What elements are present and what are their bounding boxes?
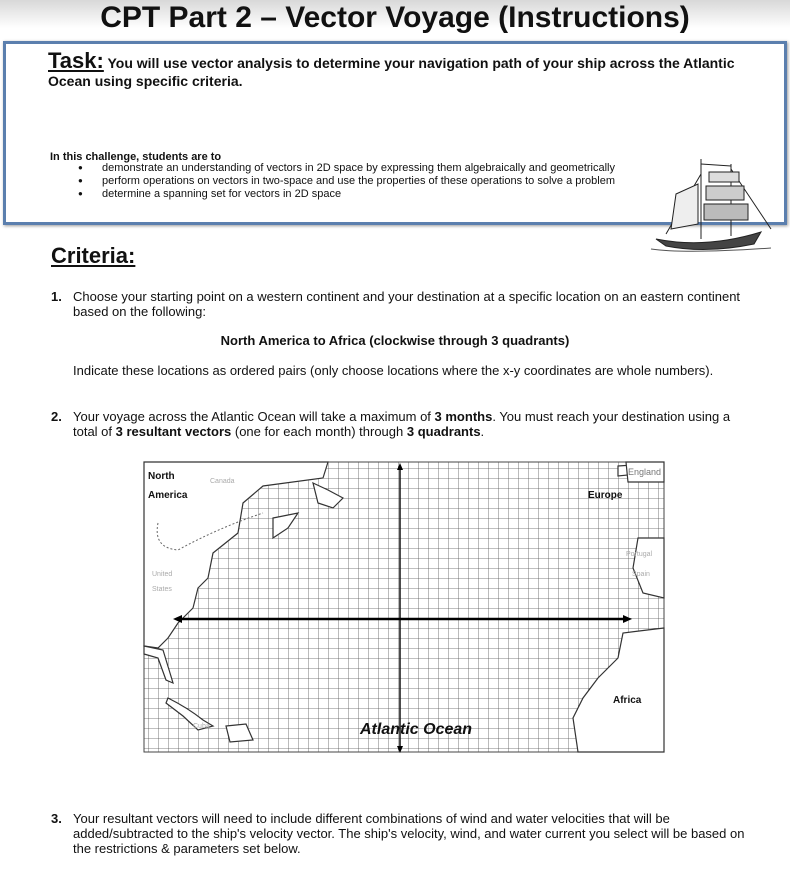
label-america: America <box>148 490 188 501</box>
task-statement <box>48 48 768 90</box>
task-label: Task: <box>48 48 104 73</box>
item-text: Indicate these locations as ordered pairs (only choose locations where the x-y coordinates are whole numbers). <box>73 363 714 378</box>
label-states: States <box>152 586 172 593</box>
label-cuba: Cuba <box>193 723 210 730</box>
objectives-list <box>78 162 618 201</box>
task-box <box>3 41 787 225</box>
label-europe: Europe <box>588 490 623 501</box>
atlantic-grid-map <box>138 458 668 758</box>
objective-item: ● perform operations on vectors in two-space and use the properties of these operations to solve a problem <box>78 175 618 187</box>
item-number: 2. <box>51 409 62 424</box>
criteria-item-1-note <box>51 363 751 378</box>
criteria-heading: Criteria: <box>51 243 136 268</box>
criteria-item-1 <box>51 289 751 319</box>
label-united: United <box>152 571 173 578</box>
label-spain: Spain <box>632 571 650 578</box>
item-text: Your voyage across the Atlantic Ocean will take a maximum of 3 months. You must reach your destination using a total of 3 resultant vectors (one for each month) through 3 quadrants. <box>73 409 731 439</box>
label-canada: Canada <box>210 478 235 485</box>
item-text: Choose your starting point on a western continent and your destination at a specific location on an eastern continent based on the following: <box>73 289 741 319</box>
challenge-intro: In this challenge, students are to <box>50 151 222 163</box>
criteria-item-3 <box>51 811 751 856</box>
item-number: 3. <box>51 811 62 826</box>
route-statement: North America to Africa (clockwise through 3 quadrants) <box>220 333 570 348</box>
label-portugal: Portugal <box>626 551 653 558</box>
item-text: Your resultant vectors will need to include different combinations of wind and water velocities that will be added/subtracted to the ship's velocity vector. The ship's velocity, wind, and water current you select will be based on the restrictions & parameters set below. <box>73 811 745 856</box>
label-atlantic-ocean: Atlantic Ocean <box>360 721 473 738</box>
task-text: You will use vector analysis to determine your navigation path of your ship across the Atlantic Ocean using specific criteria. <box>48 55 735 89</box>
sailing-ship-image <box>646 154 776 259</box>
label-africa: Africa <box>613 695 642 706</box>
objective-item: ● determine a spanning set for vectors in 2D space <box>78 188 618 200</box>
item-number: 1. <box>51 289 62 304</box>
criteria-item-2 <box>51 409 751 439</box>
label-england: England <box>628 467 662 477</box>
page-title: CPT Part 2 – Vector Voyage (Instructions) <box>0 0 790 40</box>
label-north: North <box>148 471 175 482</box>
objective-item: ● demonstrate an understanding of vectors in 2D space by expressing them algebraically and geometrically <box>78 162 618 174</box>
